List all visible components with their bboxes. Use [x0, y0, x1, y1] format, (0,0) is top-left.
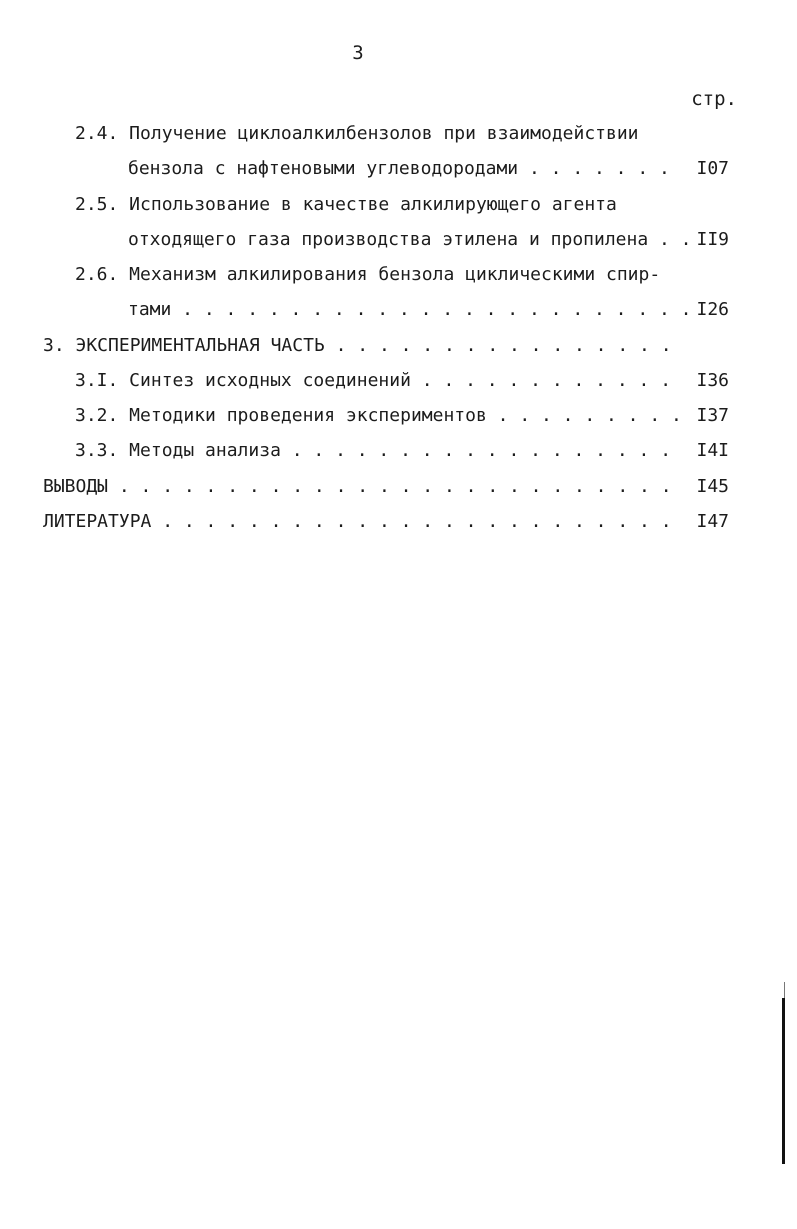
toc-entry-3-3-page: I4I — [696, 440, 729, 461]
toc-entry-3-2-title: 3.2. Методики проведения экспериментов . . . . . . . . . — [75, 405, 682, 426]
toc-entry-2-5-title: 2.5. Использование в качестве алкилирующего агента — [75, 194, 617, 215]
toc-entry-2-4-page: I07 — [696, 158, 729, 179]
toc-section-3-title: 3. ЭКСПЕРИМЕНТАЛЬНАЯ ЧАСТЬ . . . . . . . . . . . . . . . . — [43, 335, 672, 356]
scan-edge-mark — [784, 982, 785, 998]
scan-edge-bar — [782, 998, 785, 1164]
toc-entry-3-2-page: I37 — [696, 405, 729, 426]
toc-entry-3-1-title: 3.I. Синтез исходных соединений . . . . . . . . . . . . — [75, 370, 672, 391]
toc-references-title: ЛИТЕРАТУРА . . . . . . . . . . . . . . . . . . . . . . . . — [43, 511, 672, 532]
toc-entry-2-4-continuation: бензола с нафтеновыми углеводородами . . . . . . . — [128, 158, 670, 179]
pages-column-header: стр. — [691, 88, 737, 110]
toc-entry-2-4-title: 2.4. Получение циклоалкилбензолов при взаимодействии — [75, 123, 639, 144]
toc-conclusions-page: I45 — [696, 476, 729, 497]
page-number: 3 — [352, 42, 364, 64]
toc-entry-3-3-title: 3.3. Методы анализа . . . . . . . . . . . . . . . . . . — [75, 440, 672, 461]
toc-conclusions-title: ВЫВОДЫ . . . . . . . . . . . . . . . . . . . . . . . . . . — [43, 476, 672, 497]
toc-references-page: I47 — [696, 511, 729, 532]
toc-entry-2-5-continuation: отходящего газа производства этилена и пропилена . . — [128, 229, 692, 250]
toc-entry-3-1-page: I36 — [696, 370, 729, 391]
toc-entry-2-6-page: I26 — [696, 299, 729, 320]
toc-entry-2-6-continuation: тами . . . . . . . . . . . . . . . . . . . . . . . . — [128, 299, 692, 320]
toc-entry-2-5-page: II9 — [696, 229, 729, 250]
toc-entry-2-6-title: 2.6. Механизм алкилирования бензола циклическими спир- — [75, 264, 661, 285]
